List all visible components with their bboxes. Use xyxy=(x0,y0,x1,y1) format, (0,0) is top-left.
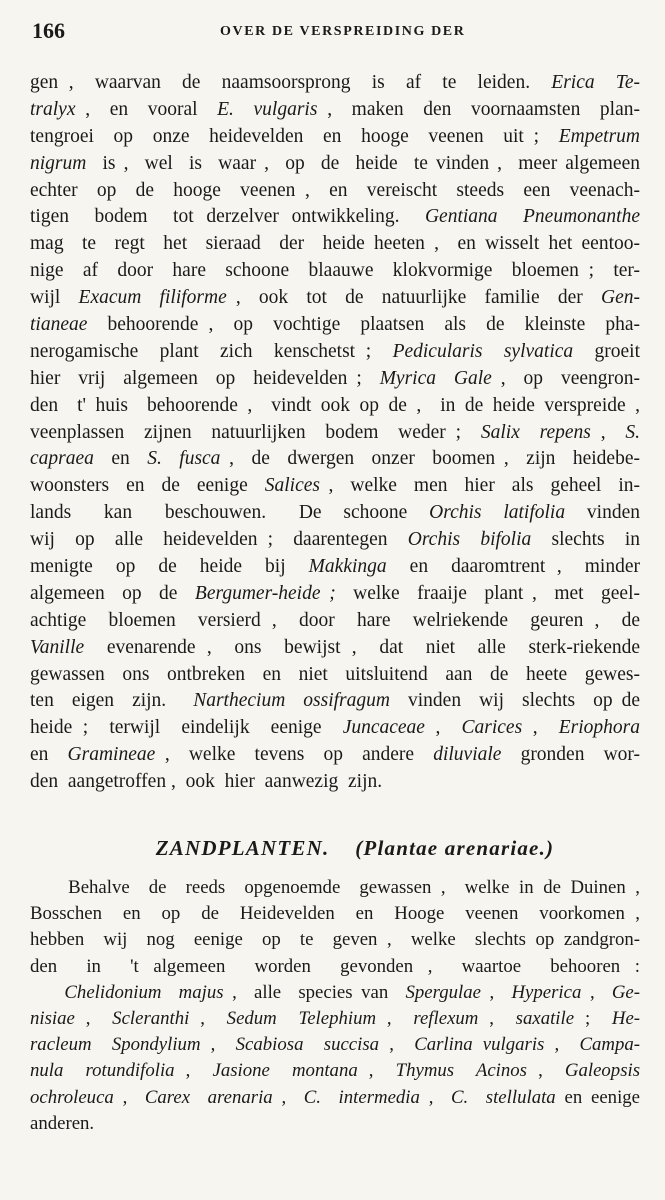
text-run: slechts in xyxy=(531,529,640,551)
text-line xyxy=(30,366,640,393)
text-run: , welke men hier als geheel in- xyxy=(320,475,641,497)
text-line xyxy=(30,204,640,231)
text-run: en daaromtrent , minder xyxy=(386,556,640,578)
text-line xyxy=(30,742,640,769)
text-line xyxy=(30,1032,640,1058)
italic-term: Myrica Gale xyxy=(379,367,492,389)
text-run: tigen bodem tot derzelver ontwikkeling. xyxy=(30,206,425,228)
text-line xyxy=(30,1085,640,1111)
text-line xyxy=(30,581,640,608)
text-run: lands kan beschouwen. De schoone xyxy=(30,502,430,524)
italic-term: Carex arenaria xyxy=(144,1086,273,1108)
italic-term: Empetrum xyxy=(558,125,640,147)
section-heading-main: ZANDPLANTEN. xyxy=(155,836,330,861)
text-run: , xyxy=(581,981,612,1003)
text-line xyxy=(30,420,640,447)
text-run: heide ; terwijl eindelijk eenige xyxy=(30,717,343,739)
text-run: den in 't algemeen worden gevonden , waartoe behooren : xyxy=(30,955,640,977)
text-run: , xyxy=(189,1007,227,1029)
text-run: , xyxy=(544,1034,580,1056)
italic-term: Sedum Telephium xyxy=(226,1007,377,1029)
text-run: algemeen op de xyxy=(30,582,195,604)
text-line xyxy=(30,662,640,689)
text-run: , ook tot de natuurlijke familie der xyxy=(226,287,602,309)
italic-term: tralyx xyxy=(30,98,76,120)
text-run: en xyxy=(30,744,68,766)
text-line xyxy=(30,97,640,124)
text-run: achtige bloemen versierd , door hare welriekende geuren , de xyxy=(30,609,640,631)
text-run: , xyxy=(74,1007,113,1029)
page-header xyxy=(30,16,640,46)
italic-term: nula rotundifolia xyxy=(30,1060,175,1082)
text-run: Behalve de reeds opgenoemde gewassen , welke in de Duinen , xyxy=(30,877,640,899)
italic-term: tianeae xyxy=(30,314,88,336)
text-run: , xyxy=(379,1034,415,1056)
text-run: , en vooral xyxy=(75,98,218,120)
italic-term: ochroleuca xyxy=(30,1086,114,1108)
text-run: nerogamische plant zich kenschetst ; xyxy=(30,340,393,362)
italic-term: Exacum filiforme xyxy=(78,287,227,309)
text-line xyxy=(30,875,640,901)
italic-term: nigrum xyxy=(30,152,87,174)
italic-term: Campa- xyxy=(579,1034,641,1056)
text-run: , xyxy=(113,1086,145,1108)
italic-term: Juncaceae xyxy=(342,717,425,739)
text-line xyxy=(30,554,640,581)
italic-term: Jasione montana xyxy=(212,1060,358,1082)
italic-term: Makkinga xyxy=(308,556,387,578)
italic-term: Gen- xyxy=(601,287,640,309)
italic-term: Hyperica xyxy=(511,981,582,1003)
text-run: vinden xyxy=(565,502,640,524)
text-line xyxy=(30,688,640,715)
italic-term: Scleranthi xyxy=(112,1007,190,1029)
paragraph-sand-plants xyxy=(30,875,640,1137)
text-line xyxy=(30,473,640,500)
text-line xyxy=(30,901,640,927)
text-line xyxy=(30,635,640,662)
text-line xyxy=(30,769,640,796)
text-line xyxy=(30,124,640,151)
text-line xyxy=(30,312,640,339)
text-run: vinden wij slechts op de xyxy=(389,690,640,712)
text-run: groeit xyxy=(573,340,640,362)
italic-term: S. fusca xyxy=(147,448,221,470)
text-line xyxy=(30,258,640,285)
text-run: is , wel is waar , op de heide te vinden , meer algemeen xyxy=(86,152,640,174)
text-run: , xyxy=(357,1060,396,1082)
italic-term: capraea xyxy=(30,448,94,470)
text-line xyxy=(30,1058,640,1084)
text-run: woonsters en de eenige xyxy=(30,475,265,497)
text-line xyxy=(30,1111,640,1137)
italic-term: E. vulgaris xyxy=(217,98,318,120)
section-heading xyxy=(30,836,640,861)
text-line xyxy=(30,393,640,420)
text-run: , alle species van xyxy=(223,981,406,1003)
italic-term: Galeopsis xyxy=(564,1060,641,1082)
text-line xyxy=(30,980,640,1006)
text-line xyxy=(30,178,640,205)
italic-term: S. xyxy=(625,421,641,443)
text-run: , xyxy=(480,981,512,1003)
italic-term: Spergulae xyxy=(405,981,481,1003)
text-run: , xyxy=(376,1007,414,1029)
italic-term: Orchis latifolia xyxy=(429,502,566,524)
text-run: , xyxy=(200,1034,236,1056)
italic-term: Gentiana Pneumonanthe xyxy=(424,206,640,228)
text-line xyxy=(30,1006,640,1032)
text-run: , xyxy=(527,1060,565,1082)
italic-term: Salix repens xyxy=(480,421,591,443)
text-run: nige af door hare schoone blaauwe klokvormige bloemen ; ter- xyxy=(30,260,640,282)
text-line xyxy=(30,70,640,97)
italic-term: Scabiosa succisa xyxy=(235,1034,380,1056)
text-run: gen , waarvan de naamsoorsprong is af te leiden. xyxy=(30,72,552,93)
text-line xyxy=(30,500,640,527)
italic-term: Gramineae xyxy=(67,744,156,766)
text-run: den aangetroffen , ook hier aanwezig zijn. xyxy=(30,771,383,793)
text-run: evenarende , ons bewijst , dat niet alle sterk-riekende xyxy=(84,636,640,658)
text-run: , welke tevens op andere xyxy=(155,744,434,766)
text-line xyxy=(30,151,640,178)
text-line xyxy=(30,446,640,473)
italic-term: Carices xyxy=(461,717,523,739)
text-run: wijl xyxy=(30,287,79,309)
italic-term: Chelidonium majus xyxy=(64,981,224,1003)
text-run: , xyxy=(590,421,626,443)
page-number: 166 xyxy=(32,18,65,43)
running-head: OVER DE VERSPREIDING DER xyxy=(220,24,466,39)
text-line xyxy=(30,608,640,635)
book-page xyxy=(30,16,640,1137)
text-line xyxy=(30,927,640,953)
text-run: anderen. xyxy=(30,1112,95,1134)
italic-term: racleum Spondylium xyxy=(30,1034,201,1056)
text-line xyxy=(30,285,640,312)
text-run: , xyxy=(522,717,559,739)
text-run: , maken den voornaamsten plan- xyxy=(317,98,640,120)
text-run: den t' huis behoorende , vindt ook op de , in de heide verspreide , xyxy=(30,394,640,416)
text-run: en eenige xyxy=(555,1086,641,1108)
text-run: ten eigen zijn. xyxy=(30,690,194,712)
italic-term: Vanille xyxy=(30,636,85,658)
italic-term: Orchis bifolia xyxy=(407,529,532,551)
text-run: tengroei op onze heidevelden en hooge veenen uit ; xyxy=(30,125,559,147)
text-run: welke fraaije plant , met geel- xyxy=(335,582,640,604)
italic-term: Bergumer-heide ; xyxy=(194,582,336,604)
text-run: en xyxy=(93,448,148,470)
text-run: veenplassen zijnen natuurlijken bodem weder ; xyxy=(30,421,481,443)
text-line xyxy=(30,527,640,554)
text-run: ; xyxy=(574,1007,612,1029)
text-line xyxy=(30,339,640,366)
text-run: , xyxy=(272,1086,304,1108)
text-run: , xyxy=(424,717,462,739)
italic-term: Carlina vulgaris xyxy=(414,1034,545,1056)
italic-term: Thymus Acinos xyxy=(395,1060,527,1082)
text-run: echter op de hooge veenen , en vereischt steeds een veenach- xyxy=(30,179,640,201)
text-line xyxy=(30,231,640,258)
text-run xyxy=(30,982,64,1003)
italic-term: Erica Te- xyxy=(551,72,641,93)
text-run: , op veengron- xyxy=(491,367,640,389)
text-run: hier vrij algemeen op heidevelden ; xyxy=(30,367,380,389)
text-run: , xyxy=(478,1007,516,1029)
text-run: Bosschen en op de Heidevelden en Hooge veenen voorkomen , xyxy=(30,903,640,925)
text-run: hebben wij nog eenige op te geven , welke slechts op zandgron- xyxy=(30,929,640,951)
text-line xyxy=(30,715,640,742)
italic-term: nisiae xyxy=(30,1007,75,1029)
text-run: menigte op de heide bij xyxy=(30,556,309,578)
text-run: wij op alle heidevelden ; daarentegen xyxy=(30,529,408,551)
italic-term: Salices xyxy=(264,475,320,497)
text-run: , xyxy=(419,1086,451,1108)
italic-term: saxatile xyxy=(515,1007,575,1029)
italic-term: He- xyxy=(611,1007,641,1029)
italic-term: Eriophora xyxy=(558,717,641,739)
italic-term: C. intermedia xyxy=(303,1086,420,1108)
section-heading-sub: (Plantae arenariae.) xyxy=(355,836,555,861)
text-run: gronden wor- xyxy=(501,744,641,766)
text-line xyxy=(30,954,640,980)
italic-term: Narthecium ossifragum xyxy=(193,690,390,712)
italic-term: diluviale xyxy=(433,744,502,766)
text-run: behoorende , op vochtige plaatsen als de kleinste pha- xyxy=(87,314,640,336)
paragraph-heath-plants xyxy=(30,70,640,796)
italic-term: Pedicularis sylvatica xyxy=(392,340,574,362)
italic-term: reflexum xyxy=(413,1007,479,1029)
text-run: , de dwergen onzer boomen , zijn heidebe- xyxy=(220,448,640,470)
text-run: gewassen ons ontbreken en niet uitsluitend aan de heete gewes- xyxy=(30,663,640,685)
italic-term: Ge- xyxy=(611,981,640,1003)
italic-term: C. stellulata xyxy=(450,1086,556,1108)
text-run: mag te regt het sieraad der heide heeten , en wisselt het eentoo- xyxy=(30,233,640,255)
text-run: , xyxy=(174,1060,213,1082)
